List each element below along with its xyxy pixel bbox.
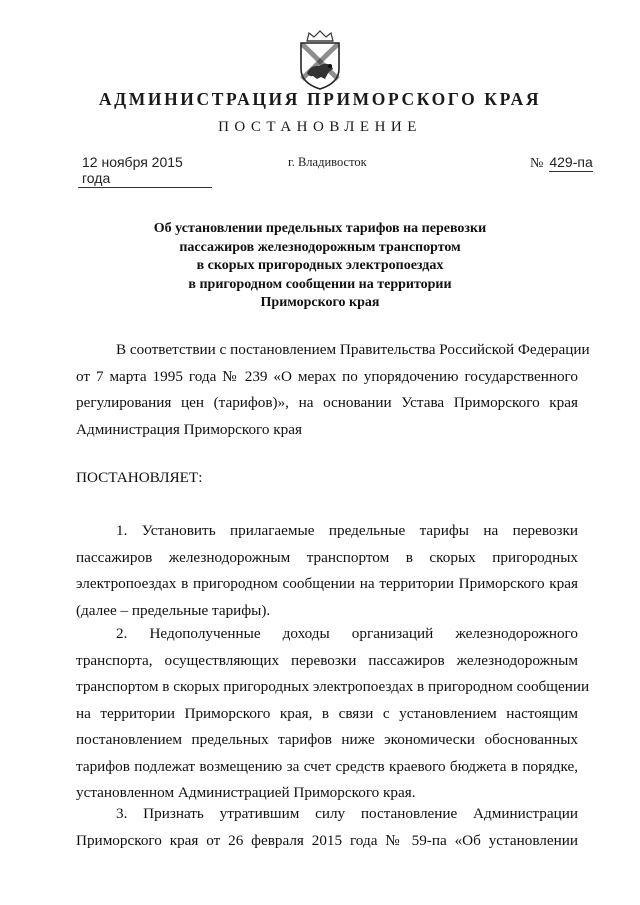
item-1-line: электропоездах в пригородном сообщении на территории Приморского края xyxy=(76,575,578,592)
heading-line: Приморского края xyxy=(260,295,380,310)
item-2-line: 2. Недополученные доходы организаций железнодорожного xyxy=(116,625,578,642)
document-city: г. Владивосток xyxy=(288,155,367,169)
intro-line: регулирования цен (тарифов)», на основании Устава Приморского края xyxy=(76,394,578,411)
item-2-line: транспорта, осуществляющих перевозки пассажиров железнодорожным xyxy=(76,651,578,669)
document-type: ПОСТАНОВЛЕНИЕ xyxy=(218,119,422,135)
item-2-paragraph xyxy=(76,621,590,807)
heading-line: в скорых пригородных электропоездах xyxy=(196,258,444,273)
item-3-paragraph xyxy=(76,801,578,854)
document-date: 12 ноября 2015 года xyxy=(78,154,212,188)
item-2-line: транспортом в скорых пригородных электропоездах в пригородном сообщении xyxy=(76,678,590,695)
item-1-line: 1. Установить прилагаемые предельные тарифы на перевозки xyxy=(116,522,578,539)
intro-line: В соответствии с постановлением Правительства Российской Федерации xyxy=(116,341,590,358)
heading-line: Об установлении предельных тарифов на перевозки xyxy=(153,221,487,236)
decree-word xyxy=(76,465,578,492)
document-heading xyxy=(80,220,560,313)
intro-line: Администрация Приморского края xyxy=(76,420,302,438)
number-value: 429-па xyxy=(549,154,593,170)
decree-text: ПОСТАНОВЛЯЕТ: xyxy=(76,469,203,486)
document-number xyxy=(530,154,593,172)
item-1-paragraph xyxy=(76,518,578,624)
organization-title: АДМИНИСТРАЦИЯ ПРИМОРСКОГО КРАЯ xyxy=(98,89,542,109)
item-3-line: Приморского края от 26 февраля 2015 года № 59-па «Об установлении xyxy=(76,831,578,849)
item-2-line: на территории Приморского края, в связи с установлением настоящим xyxy=(76,704,578,722)
item-2-line: постановлением предельных тарифов ниже экономически обоснованных xyxy=(76,731,578,748)
intro-paragraph xyxy=(76,337,590,443)
heading-line: в пригородном сообщении на территории xyxy=(188,276,452,292)
item-1-line: пассажиров железнодорожным транспортом в скорых пригородных xyxy=(76,548,578,566)
number-label: № xyxy=(530,156,544,171)
item-3-line: 3. Признать утратившим силу постановление Администрации xyxy=(116,805,578,822)
primorye-coat-of-arms-icon xyxy=(291,29,349,91)
item-2-line: установленном Администрацией Приморского края. xyxy=(76,784,416,801)
heading-line: пассажиров железнодорожным транспортом xyxy=(179,239,461,255)
item-1-line: (далее – предельные тарифы). xyxy=(76,601,271,619)
intro-line: от 7 марта 1995 года № 239 «О мерах по упорядочению государственного xyxy=(76,367,578,385)
item-2-line: тарифов подлежат возмещению за счет средств краевого бюджета в порядке, xyxy=(76,757,578,775)
